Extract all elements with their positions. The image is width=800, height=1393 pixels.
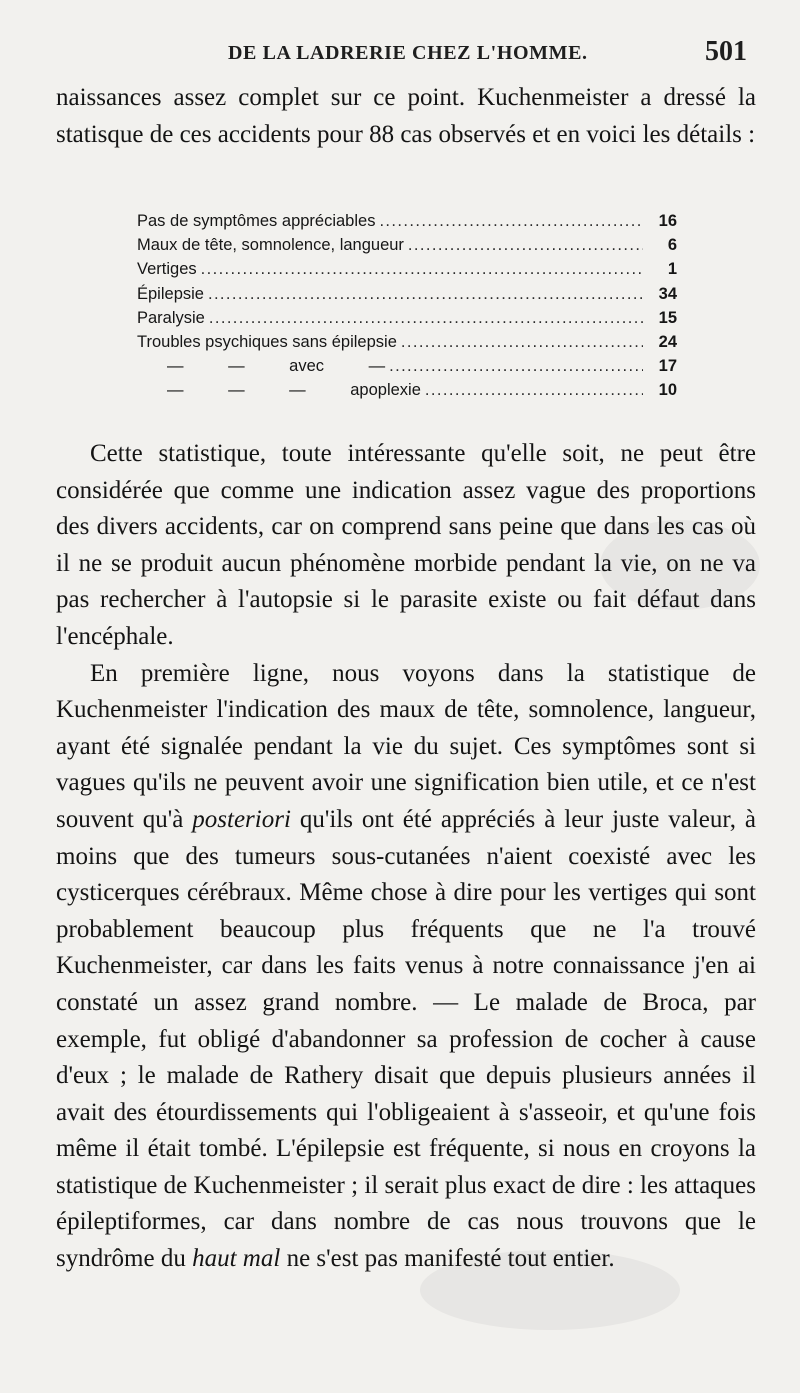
- dot-leader: [401, 333, 643, 352]
- table-row: [137, 333, 677, 357]
- body-paragraph: Cette statistique, toute intéressante qu'elle soit, ne peut être considérée que comme une indication assez vague des proportions des divers accidents, car on comprend sans peine que dans les cas où il ne se produit aucun phénomène morbide pendant la vie, on ne va pas rechercher à l'autopsie si le parasite existe ou fait défaut dans l'encéphale.: [56, 440, 756, 650]
- row-value: 6: [667, 236, 677, 255]
- row-label: Paralysie: [137, 308, 205, 327]
- dot-leader: [379, 212, 643, 231]
- symptom-statistics-table: [137, 212, 677, 406]
- row-value: 24: [658, 332, 677, 351]
- table-row: [137, 357, 677, 381]
- row-label: — — — apoplexie: [167, 381, 421, 400]
- body-text: [56, 436, 756, 1278]
- body-paragraph: [56, 656, 756, 1278]
- table-row: [137, 260, 677, 284]
- row-value: 17: [658, 357, 677, 376]
- table-row: [137, 212, 677, 236]
- table-row: [137, 285, 677, 309]
- dot-leader: [201, 260, 643, 279]
- row-label: Troubles psychiques sans épilepsie: [137, 332, 397, 351]
- text-run: qu'ils ont été appréciés à leur juste valeur, à moins que des tumeurs sous-cutanées n'aient coexisté avec les cysticerques cérébraux. Même chose à dire pour les vertiges qui sont probablement beaucoup plus fréquents que ne l'a trouvé Kuchenmeister, car dans les faits venus à notre connaissance j'en ai constaté un assez grand nombre. — Le malade de Broca, par exemple, fut obligé d'abandonner sa profession de cocher à cause d'eux ; le malade de Rathery disait que depuis plusieurs années il avait des étourdissements qui l'obligeaient à s'asseoir, et qu'une fois même il était tombé. L'épilepsie est fréquente, si nous en croyons la statistique de Kuchenmeister ; il serait plus exact de dire : les attaques épileptiformes, car dans nombre de cas nous trouvons que le syndrôme du: [56, 805, 756, 1273]
- italic-term: haut mal: [192, 1245, 281, 1273]
- text-run: En première ligne, nous voyons dans la statistique de Kuchenmeister l'indication des maux de tête, somnolence, langueur, ayant été signalée pendant la vie du sujet. Ces symptômes sont si vagues qu'ils ne peuvent avoir une signification bien utile, et ce n'est souvent qu'à: [56, 659, 756, 833]
- row-label: — — avec —: [167, 357, 386, 376]
- row-label: Maux de tête, somnolence, langueur: [137, 236, 404, 255]
- intro-paragraph-block: [56, 80, 756, 153]
- table-row: [137, 309, 677, 333]
- row-value: 15: [658, 308, 677, 327]
- dot-leader: [209, 309, 643, 328]
- row-label: Pas de symptômes appréciables: [137, 212, 376, 230]
- running-head: DE LA LADRERIE CHEZ L'HOMME.: [228, 42, 588, 64]
- row-label: Vertiges: [137, 260, 197, 279]
- row-value: 16: [658, 212, 677, 230]
- row-value: 34: [658, 284, 677, 303]
- dot-leader: [408, 236, 643, 255]
- table-row: [137, 236, 677, 260]
- dot-leader: [389, 357, 643, 376]
- table-row: [137, 381, 677, 405]
- row-label: Épilepsie: [137, 284, 204, 303]
- text-run: ne s'est pas manifesté tout entier.: [280, 1245, 615, 1273]
- intro-paragraph: naissances assez complet sur ce point. Kuchenmeister a dressé la statisque de ces accidents pour 88 cas observés et en voici les détails :: [56, 84, 756, 148]
- italic-term: posteriori: [192, 805, 291, 833]
- dot-leader: [208, 285, 643, 304]
- row-value: 1: [667, 260, 677, 279]
- page-header: [0, 38, 800, 74]
- dot-leader: [425, 381, 643, 400]
- row-value: 10: [658, 381, 677, 400]
- page-number: 501: [705, 36, 747, 67]
